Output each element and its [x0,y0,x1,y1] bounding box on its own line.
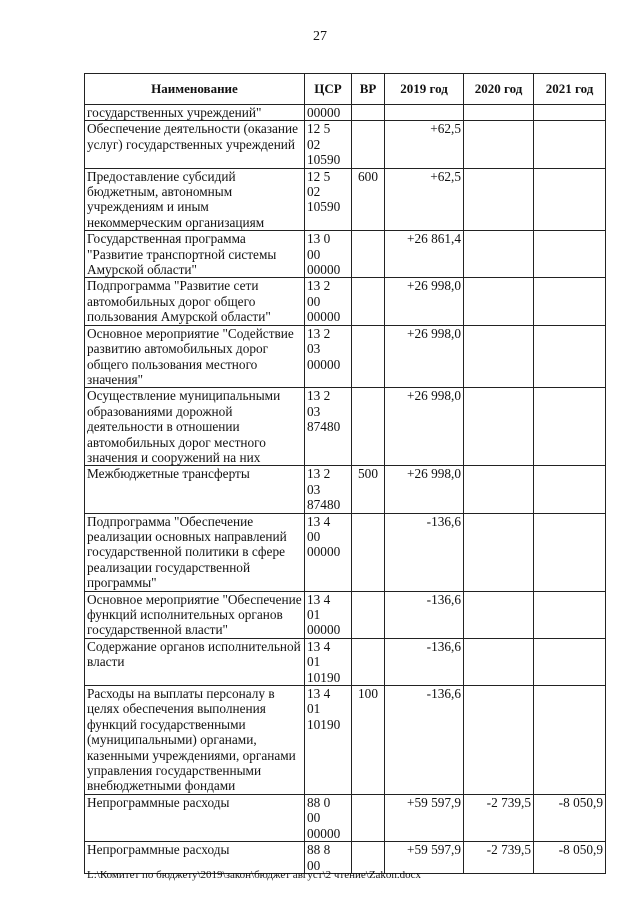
row-2021 [534,388,606,466]
header-vr: ВР [352,74,385,105]
csr-code-part: 13 2 [307,278,331,294]
csr-code-part: 00 [307,528,321,544]
row-2020 [464,466,534,513]
row-2019: -136,6 [385,591,464,638]
row-2021 [534,686,606,795]
table-header-row [85,74,606,105]
csr-code-part: 13 2 [307,325,331,341]
row-csr [305,638,352,685]
row-name: Государственная программа "Развитие транспортной системы Амурской области" [85,231,305,278]
row-2020 [464,686,534,795]
row-2020 [464,591,534,638]
csr-code-part: 12 5 [307,121,331,137]
csr-code-part: 01 [307,701,321,717]
row-2021 [534,231,606,278]
row-name: Содержание органов исполнительной власти [85,638,305,685]
header-2019: 2019 год [385,74,464,105]
row-2019: +26 998,0 [385,466,464,513]
row-vr [352,121,385,168]
row-vr [352,591,385,638]
row-2020 [464,278,534,325]
row-2021 [534,278,606,325]
budget-table [84,73,606,874]
csr-code-part: 10590 [307,152,341,168]
row-csr [305,513,352,591]
csr-code-part: 00000 [307,262,341,278]
row-name: Межбюджетные трансферты [85,466,305,513]
csr-code-part: 01 [307,654,321,670]
row-2019: +26 998,0 [385,388,464,466]
csr-code-part: 02 [307,136,321,152]
csr-code-part: 12 5 [307,168,331,184]
row-2021 [534,638,606,685]
row-name: Подпрограмма "Развитие сети автомобильных дорог общего пользования Амурской области" [85,278,305,325]
csr-code-part: 87480 [307,419,341,435]
row-vr [352,638,385,685]
row-vr: 600 [352,168,385,231]
csr-code-part: 13 0 [307,231,331,247]
row-2020 [464,105,534,121]
row-vr [352,231,385,278]
row-2021 [534,591,606,638]
row-csr [305,231,352,278]
csr-code-part: 13 4 [307,591,331,607]
row-csr [305,466,352,513]
csr-code-part: 10590 [307,199,341,215]
row-vr [352,325,385,388]
row-name: Непрограммные расходы [85,842,305,874]
row-2021: -8 050,9 [534,794,606,841]
row-2020: -2 739,5 [464,794,534,841]
csr-code-part: 88 0 [307,794,331,810]
row-csr [305,591,352,638]
row-2019: +59 597,9 [385,842,464,874]
csr-code-part: 00 [307,293,321,309]
table-row [85,638,606,685]
csr-code-part: 03 [307,341,321,357]
row-2021 [534,325,606,388]
row-vr: 100 [352,686,385,795]
row-name: Основное мероприятие "Обеспечение функций исполнительных органов государственной власти" [85,591,305,638]
row-name: Непрограммные расходы [85,794,305,841]
csr-code-part: 00000 [307,825,341,841]
row-name: Обеспечение деятельности (оказание услуг) государственных учреждений [85,121,305,168]
header-name: Наименование [85,74,305,105]
row-name: Расходы на выплаты персоналу в целях обеспечения выполнения функций государственными (муниципальными) органами, казенными учреждениями, органами управления государственными внебюджетными фондами [85,686,305,795]
table-row [85,121,606,168]
row-2021 [534,168,606,231]
table-row [85,513,606,591]
row-2020: -2 739,5 [464,842,534,874]
row-2020 [464,231,534,278]
row-2021 [534,105,606,121]
header-2020: 2020 год [464,74,534,105]
row-csr [305,794,352,841]
row-2021 [534,466,606,513]
table-row [85,466,606,513]
table-row [85,591,606,638]
row-vr [352,105,385,121]
row-2020 [464,638,534,685]
table-row [85,168,606,231]
csr-code-part: 13 4 [307,686,331,702]
csr-code-part: 02 [307,184,321,200]
csr-code-part: 00000 [307,622,341,638]
row-2019: +62,5 [385,168,464,231]
csr-code-part: 88 8 [307,842,331,858]
csr-code-part: 03 [307,403,321,419]
csr-code-part: 10190 [307,669,341,685]
row-2019: +62,5 [385,121,464,168]
row-2020 [464,388,534,466]
csr-code-part: 00000 [307,105,341,120]
row-csr [305,388,352,466]
csr-code-part: 13 2 [307,388,331,404]
row-2020 [464,513,534,591]
csr-code-part: 10190 [307,716,341,732]
row-vr [352,388,385,466]
row-2019: +26 998,0 [385,325,464,388]
row-csr [305,686,352,795]
csr-code-part: 00000 [307,309,341,325]
csr-code-part: 03 [307,481,321,497]
row-csr [305,325,352,388]
row-vr [352,513,385,591]
csr-code-part: 01 [307,607,321,622]
row-vr [352,278,385,325]
page-number: 27 [313,29,327,44]
row-name: Предоставление субсидий бюджетным, автономным учреждениям и иным некоммерческим организациям [85,168,305,231]
row-2021 [534,513,606,591]
row-2021 [534,121,606,168]
csr-code-part: 87480 [307,497,341,513]
table-row [85,388,606,466]
header-2021: 2021 год [534,74,606,105]
row-vr [352,794,385,841]
row-name: Осуществление муниципальными образованиями дорожной деятельности в отношении автомобильных дорог местного значения и сооружений на них [85,388,305,466]
footer-file-path: L:\Комитет по бюджету\2019\закон\бюджет август\2 чтение\Zakon.docx [87,869,422,881]
row-vr: 500 [352,466,385,513]
table-row [85,105,606,121]
row-name: Основное мероприятие "Содействие развитию автомобильных дорог общего пользования местного значения" [85,325,305,388]
row-2019 [385,105,464,121]
row-2021: -8 050,9 [534,842,606,874]
csr-code-part: 13 4 [307,638,331,654]
csr-code-part: 00 [307,857,321,873]
row-2019: -136,6 [385,686,464,795]
csr-code-part: 13 2 [307,466,331,482]
row-2019: -136,6 [385,638,464,685]
table-row [85,794,606,841]
header-csr: ЦСР [305,74,352,105]
row-csr [305,105,352,121]
csr-code-part: 00 [307,246,321,262]
csr-code-part: 00 [307,810,321,826]
table-row [85,231,606,278]
row-name: Подпрограмма "Обеспечение реализации основных направлений государственной политики в сфере реализации государственной программы" [85,513,305,591]
row-2020 [464,325,534,388]
csr-code-part: 00000 [307,356,341,372]
row-csr [305,121,352,168]
row-2019: +26 861,4 [385,231,464,278]
row-csr [305,278,352,325]
row-2019: +26 998,0 [385,278,464,325]
row-2020 [464,168,534,231]
row-2019: -136,6 [385,513,464,591]
csr-code-part: 13 4 [307,513,331,529]
table-row [85,278,606,325]
table-row [85,686,606,795]
row-name: государственных учреждений" [85,105,305,121]
row-2019: +59 597,9 [385,794,464,841]
row-csr [305,168,352,231]
csr-code-part: 00000 [307,544,341,560]
row-2020 [464,121,534,168]
table-row [85,325,606,388]
